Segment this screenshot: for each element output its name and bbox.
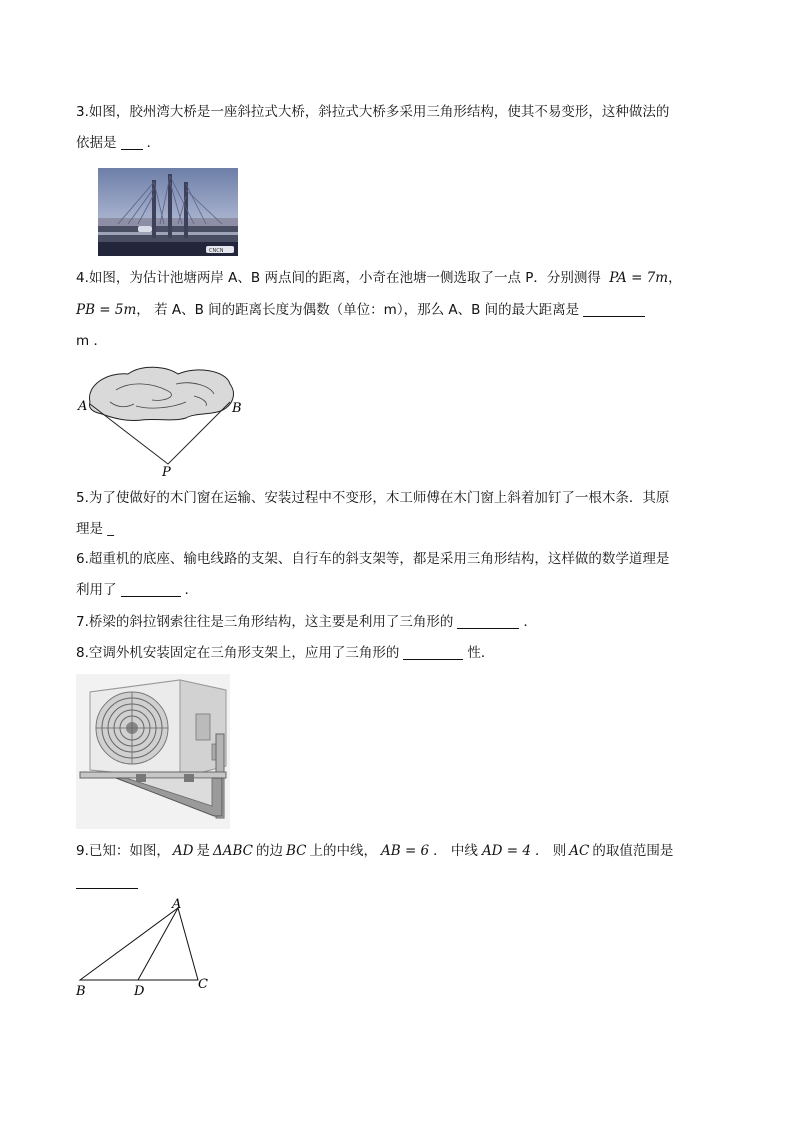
q4-line1-text: 4.如图，为估计池塘两岸 A、B 两点间的距离，小奇在池塘一侧选取了一点 P．分别测得 <box>76 270 601 286</box>
q9-bc: BC <box>285 843 307 859</box>
q8-post: 性． <box>467 645 495 661</box>
q9-ad: AD <box>172 843 194 859</box>
fan-grill <box>96 692 168 764</box>
pond-figure <box>76 362 246 480</box>
q4-line1: 4.如图，为估计池塘两岸 A、B 两点间的距离，小奇在池塘一侧选取了一点 P．分别测得 PA = 7m， <box>76 270 682 286</box>
pond-shape <box>89 367 233 420</box>
q9-triangle: ΔABC <box>212 843 253 859</box>
q8-answer-blank[interactable] <box>403 645 463 660</box>
q6-line2 <box>76 580 189 600</box>
q9-text-mid3: 上的中线， <box>309 843 377 859</box>
q5-line2: 理是 _ <box>76 521 115 537</box>
q8-line <box>76 643 494 663</box>
triangle-label-c: C <box>198 977 208 992</box>
q6-line2-post: . <box>184 582 189 598</box>
q9-text-mid2: 的边 <box>255 843 283 859</box>
q9-text-pre: 9.已知：如图， <box>76 843 170 859</box>
q8-text: 8.空调外机安装固定在三角形支架上，应用了三角形的 <box>76 645 400 661</box>
q7-line <box>76 612 528 632</box>
q3-line2 <box>76 133 151 153</box>
triangle-abc <box>80 908 198 980</box>
q4-line2-text: ， 若 A、B 间的距离长度为偶数（单位：m），那么 A、B 间的最大距离是 <box>136 302 580 318</box>
q9-text-mid4: ． 中线 <box>433 843 478 859</box>
q3-line2-pre: 依据是 <box>76 135 117 151</box>
q3-line2-post: . <box>146 135 151 151</box>
q4-line3: m ． <box>76 333 107 349</box>
pond-label-p: P <box>162 465 171 480</box>
q3-line1: 3.如图，胶州湾大桥是一座斜拉式大桥，斜拉式大桥多采用三角形结构，使其不易变形，这种做法的 <box>76 104 670 120</box>
median-ad <box>138 908 178 980</box>
q6-answer-blank[interactable] <box>121 582 181 597</box>
triangle-abc-figure <box>74 896 224 1000</box>
bridge-photo-logo: CNCN <box>209 248 224 254</box>
air-conditioner-photo <box>76 674 230 829</box>
q4-line2 <box>76 300 649 320</box>
pond-label-b: B <box>232 401 242 416</box>
q9-answer-blank[interactable] <box>76 874 138 889</box>
q9-text-mid1: 是 <box>196 843 210 859</box>
pond-label-a: A <box>78 399 88 414</box>
q4-answer-blank[interactable] <box>583 302 645 317</box>
triangle-label-d: D <box>134 984 145 999</box>
q4-pb-value: PB = 5m <box>76 302 137 318</box>
q9-line1 <box>76 841 673 861</box>
bracket-top-bar <box>80 772 226 778</box>
q4-pa-value: PA = 7m <box>609 270 669 286</box>
q3-answer-blank[interactable] <box>121 135 143 150</box>
q9-text-post: 的取值范围是 <box>592 843 674 859</box>
q9-ac: AC <box>569 843 590 859</box>
triangle-label-b: B <box>76 984 86 999</box>
q7-text: 7.桥梁的斜拉钢索往往是三角形结构，这主要是利用了三角形的 <box>76 614 454 630</box>
q7-post: . <box>523 614 528 630</box>
q6-line1: 6.超重机的底座、输电线路的支架、自行车的斜支架等，都是采用三角形结构，这样做的数学道理是 <box>76 551 670 567</box>
triangle-label-a: A <box>172 897 182 912</box>
q5-line1: 5.为了使做好的木门窗在运输、安装过程中不变形，木工师傅在木门窗上斜着加钉了一根木条．其原 <box>76 490 670 506</box>
q7-answer-blank[interactable] <box>457 614 519 629</box>
q9-text-mid5: ． 则 <box>535 843 567 859</box>
bridge-photo <box>98 168 238 256</box>
q9-ad-value: AD = 4 <box>481 843 531 859</box>
q9-ab-value: AB = 6 <box>380 843 430 859</box>
q6-line2-pre: 利用了 <box>76 582 117 598</box>
